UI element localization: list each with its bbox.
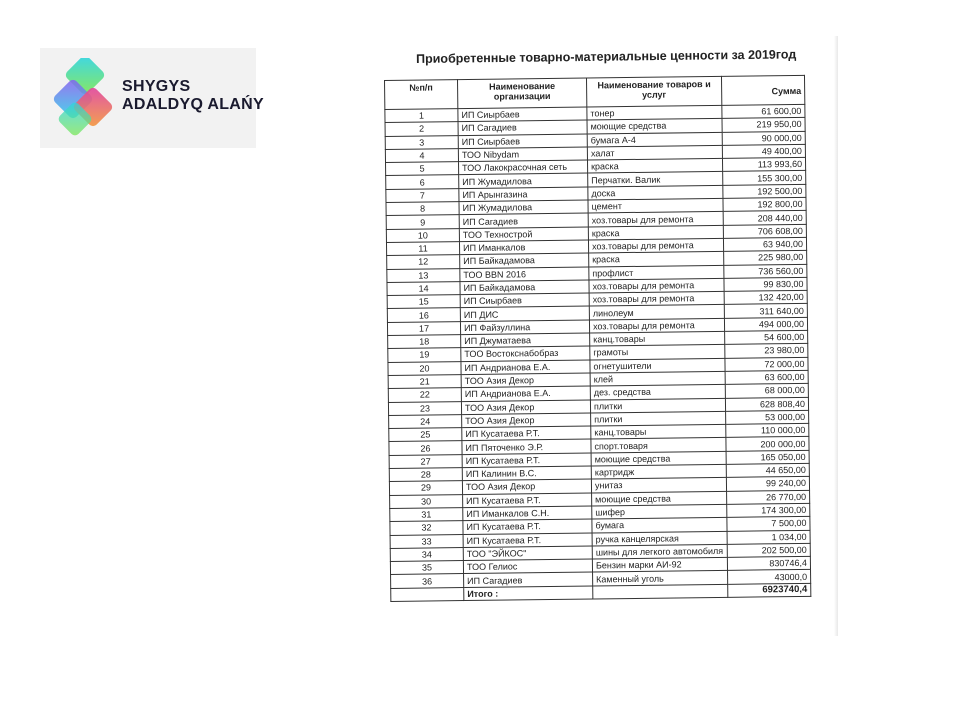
row-goods-cell: шины для легкого автомобиля bbox=[592, 544, 727, 559]
row-sum-cell: 23 980,00 bbox=[725, 344, 808, 358]
row-goods-cell: плитки bbox=[590, 398, 725, 413]
row-org-cell: ИП Джуматаева bbox=[461, 333, 590, 348]
row-goods-cell: спорт.товаря bbox=[591, 438, 726, 453]
row-num-cell: 34 bbox=[390, 547, 463, 561]
row-goods-cell: краска bbox=[588, 225, 723, 240]
col-header-num: №п/п bbox=[385, 80, 458, 110]
row-num-cell: 26 bbox=[389, 441, 462, 455]
row-num-cell: 18 bbox=[388, 335, 461, 349]
row-org-cell: ТОО Лакокрасочная сеть bbox=[459, 160, 588, 175]
row-goods-cell: хоз.товары для ремонта bbox=[589, 292, 724, 307]
row-org-cell: ТОО "ЭЙКОС" bbox=[463, 546, 592, 561]
row-sum-cell: 628 808,40 bbox=[725, 397, 808, 411]
row-org-cell: ИП Пяточенко Э.Р. bbox=[462, 439, 591, 454]
row-sum-cell: 132 420,00 bbox=[724, 291, 807, 305]
row-org-cell: ИП Сиырбаев bbox=[460, 293, 589, 308]
row-goods-cell: профлист bbox=[589, 265, 724, 280]
row-sum-cell: 225 980,00 bbox=[724, 251, 807, 265]
col-header-goods bbox=[586, 76, 721, 107]
row-goods-cell: хоз.товары для ремонта bbox=[589, 318, 724, 333]
row-num-cell: 35 bbox=[390, 561, 463, 575]
row-sum-cell: 49 400,00 bbox=[722, 144, 805, 158]
document-title: Приобретенные товарно-материальные ценности за 2019год bbox=[416, 47, 797, 66]
row-sum-cell: 99 830,00 bbox=[724, 277, 807, 291]
row-num-cell: 30 bbox=[390, 494, 463, 508]
row-org-cell: ИП Кусатаева Р.Т. bbox=[463, 532, 592, 547]
row-goods-cell: тонер bbox=[587, 105, 722, 120]
total-label: Итого : bbox=[464, 586, 593, 601]
row-num-cell: 21 bbox=[388, 375, 461, 389]
row-org-cell: ИП Арынгазина bbox=[459, 187, 588, 202]
row-org-cell: ТОО Nibydam bbox=[458, 147, 587, 162]
row-sum-cell: 219 950,00 bbox=[722, 118, 805, 132]
row-sum-cell: 72 000,00 bbox=[725, 357, 808, 371]
row-org-cell: ИП Сагадиев bbox=[458, 120, 587, 135]
row-goods-cell: хоз.товары для ремонта bbox=[589, 278, 724, 293]
logo-mark-icon bbox=[48, 58, 118, 138]
row-goods-cell: бумага А-4 bbox=[587, 132, 722, 147]
row-sum-cell: 26 770,00 bbox=[727, 490, 810, 504]
row-num-cell: 6 bbox=[386, 175, 459, 189]
row-org-cell: ТОО BBN 2016 bbox=[460, 267, 589, 282]
row-sum-cell: 494 000,00 bbox=[724, 317, 807, 331]
row-sum-cell: 63 940,00 bbox=[723, 237, 806, 251]
row-org-cell: ТОО Азия Декор bbox=[461, 400, 590, 415]
row-num-cell: 22 bbox=[388, 388, 461, 402]
row-org-cell: ТОО Азия Декор bbox=[461, 373, 590, 388]
row-goods-cell: моющие средства bbox=[592, 491, 727, 506]
row-goods-cell: моющие средства bbox=[587, 119, 722, 134]
row-goods-cell: грамоты bbox=[590, 345, 725, 360]
col-header-org-label: Наименование организации bbox=[489, 80, 556, 102]
row-sum-cell: 44 650,00 bbox=[726, 463, 809, 477]
row-goods-cell: огнетушители bbox=[590, 358, 725, 373]
row-sum-cell: 736 560,00 bbox=[724, 264, 807, 278]
row-num-cell: 14 bbox=[387, 281, 460, 295]
row-num-cell: 11 bbox=[386, 242, 459, 256]
row-goods-cell: хоз.товары для ремонта bbox=[588, 238, 723, 253]
row-num-cell: 23 bbox=[388, 401, 461, 415]
row-sum-cell: 54 600,00 bbox=[725, 330, 808, 344]
row-sum-cell: 7 500,00 bbox=[727, 517, 810, 531]
row-sum-cell: 1 034,00 bbox=[727, 530, 810, 544]
row-org-cell: ТОО Азия Декор bbox=[462, 479, 591, 494]
logo bbox=[40, 48, 264, 148]
total-num-cell bbox=[391, 587, 464, 601]
row-num-cell: 7 bbox=[386, 188, 459, 202]
row-num-cell: 9 bbox=[386, 215, 459, 229]
col-header-sum: Сумма bbox=[721, 75, 804, 105]
row-sum-cell: 43000,0 bbox=[728, 570, 811, 584]
row-org-cell: ИП Кусатаева Р.Т. bbox=[462, 426, 591, 441]
row-org-cell: ИП Сиырбаев bbox=[458, 134, 587, 149]
row-num-cell: 27 bbox=[389, 454, 462, 468]
row-sum-cell: 192 800,00 bbox=[723, 197, 806, 211]
row-sum-cell: 208 440,00 bbox=[723, 211, 806, 225]
purchases-table-wrap bbox=[384, 75, 811, 602]
row-goods-cell: хоз.товары для ремонта bbox=[588, 212, 723, 227]
row-sum-cell: 110 000,00 bbox=[726, 423, 809, 437]
row-sum-cell: 311 640,00 bbox=[724, 304, 807, 318]
row-num-cell: 10 bbox=[386, 228, 459, 242]
row-sum-cell: 113 993,60 bbox=[722, 158, 805, 172]
row-num-cell: 28 bbox=[389, 468, 462, 482]
total-goods-cell bbox=[593, 584, 728, 599]
row-num-cell: 16 bbox=[387, 308, 460, 322]
row-num-cell: 1 bbox=[385, 109, 458, 123]
col-header-goods-label: Наименование товаров и услуг bbox=[597, 79, 711, 100]
row-num-cell: 2 bbox=[385, 122, 458, 136]
col-header-org bbox=[458, 78, 587, 109]
row-num-cell: 4 bbox=[385, 148, 458, 162]
row-org-cell: ИП Калинин В.С. bbox=[462, 466, 591, 481]
row-goods-cell: шифер bbox=[592, 504, 727, 519]
row-num-cell: 25 bbox=[389, 428, 462, 442]
row-goods-cell: доска bbox=[588, 185, 723, 200]
row-org-cell: ИП Андрианова Е.А. bbox=[461, 360, 590, 375]
row-org-cell: ИП Иманкалов bbox=[459, 240, 588, 255]
row-goods-cell: бумага bbox=[592, 518, 727, 533]
logo-line-1: SHYGYS bbox=[122, 78, 191, 95]
row-goods-cell: халат bbox=[587, 145, 722, 160]
row-goods-cell: картридж bbox=[591, 464, 726, 479]
row-num-cell: 24 bbox=[389, 414, 462, 428]
row-num-cell: 15 bbox=[387, 295, 460, 309]
row-num-cell: 3 bbox=[385, 135, 458, 149]
row-goods-cell: краска bbox=[587, 159, 722, 174]
row-num-cell: 17 bbox=[387, 321, 460, 335]
row-org-cell: ИП Иманкалов С.Н. bbox=[463, 506, 592, 521]
row-sum-cell: 63 600,00 bbox=[725, 370, 808, 384]
table-body bbox=[385, 104, 811, 588]
row-goods-cell: дез. средства bbox=[590, 385, 725, 400]
logo-line-2: ADALDYQ ALAŃY bbox=[122, 96, 264, 113]
row-org-cell: ИП Байкадамова bbox=[460, 280, 589, 295]
row-org-cell: ИП Кусатаева Р.Т. bbox=[463, 493, 592, 508]
row-org-cell: ИП ДИС bbox=[460, 306, 589, 321]
purchases-table bbox=[384, 75, 811, 602]
row-org-cell: ИП Сиырбаев bbox=[458, 107, 587, 122]
row-org-cell: ИП Кусатаева Р.Т. bbox=[463, 519, 592, 534]
row-org-cell: ИП Байкадамова bbox=[460, 253, 589, 268]
row-goods-cell: канц.товары bbox=[591, 424, 726, 439]
row-goods-cell: Каменный уголь bbox=[593, 571, 728, 586]
row-org-cell: ИП Жумадилова bbox=[459, 200, 588, 215]
scan-edge bbox=[834, 36, 838, 636]
row-sum-cell: 165 050,00 bbox=[726, 450, 809, 464]
row-num-cell: 29 bbox=[389, 481, 462, 495]
row-num-cell: 19 bbox=[388, 348, 461, 362]
row-sum-cell: 706 608,00 bbox=[723, 224, 806, 238]
row-org-cell: ИП Кусатаева Р.Т. bbox=[462, 453, 591, 468]
row-num-cell: 8 bbox=[386, 202, 459, 216]
row-num-cell: 13 bbox=[387, 268, 460, 282]
row-goods-cell: клей bbox=[590, 371, 725, 386]
row-num-cell: 32 bbox=[390, 521, 463, 535]
row-sum-cell: 155 300,00 bbox=[723, 171, 806, 185]
row-org-cell: ТОО Технострой bbox=[459, 227, 588, 242]
row-sum-cell: 174 300,00 bbox=[727, 503, 810, 517]
row-sum-cell: 192 500,00 bbox=[723, 184, 806, 198]
row-org-cell: ТОО Гелиос bbox=[463, 559, 592, 574]
row-org-cell: ТОО Востокснабобраз bbox=[461, 346, 590, 361]
row-sum-cell: 68 000,00 bbox=[725, 384, 808, 398]
row-goods-cell: моющие средства bbox=[591, 451, 726, 466]
row-num-cell: 5 bbox=[386, 162, 459, 176]
row-goods-cell: канц.товары bbox=[590, 331, 725, 346]
row-goods-cell: линолеум bbox=[589, 305, 724, 320]
row-goods-cell: унитаз bbox=[591, 478, 726, 493]
row-sum-cell: 830746,4 bbox=[727, 556, 810, 570]
row-goods-cell: ручка канцелярская bbox=[592, 531, 727, 546]
row-num-cell: 36 bbox=[391, 574, 464, 588]
row-sum-cell: 53 000,00 bbox=[726, 410, 809, 424]
row-goods-cell: краска bbox=[589, 252, 724, 267]
row-goods-cell: Бензин марки АИ-92 bbox=[592, 557, 727, 572]
row-sum-cell: 202 500,00 bbox=[727, 543, 810, 557]
row-num-cell: 20 bbox=[388, 361, 461, 375]
row-org-cell: ИП Сагадиев bbox=[464, 572, 593, 587]
row-sum-cell: 90 000,00 bbox=[722, 131, 805, 145]
row-sum-cell: 99 240,00 bbox=[726, 477, 809, 491]
row-num-cell: 31 bbox=[390, 507, 463, 521]
row-org-cell: ИП Жумадилова bbox=[459, 174, 588, 189]
row-goods-cell: плитки bbox=[591, 411, 726, 426]
row-goods-cell: Перчатки. Валик bbox=[588, 172, 723, 187]
row-org-cell: ИП Сагадиев bbox=[459, 213, 588, 228]
row-sum-cell: 61 600,00 bbox=[722, 104, 805, 118]
row-goods-cell: цемент bbox=[588, 198, 723, 213]
row-sum-cell: 200 000,00 bbox=[726, 437, 809, 451]
row-org-cell: ТОО Азия Декор bbox=[462, 413, 591, 428]
row-org-cell: ИП Андрианова Е.А. bbox=[461, 386, 590, 401]
total-sum: 6923740,4 bbox=[728, 583, 811, 597]
row-num-cell: 12 bbox=[387, 255, 460, 269]
logo-wordmark bbox=[122, 78, 264, 114]
row-org-cell: ИП Файзуллина bbox=[460, 320, 589, 335]
row-num-cell: 33 bbox=[390, 534, 463, 548]
